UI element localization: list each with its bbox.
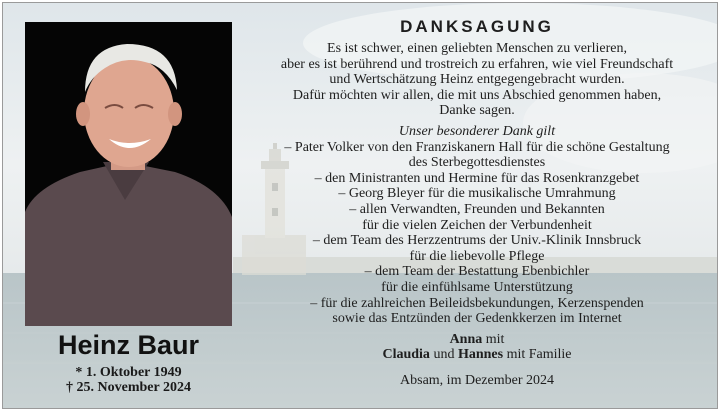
thanks-heading: Unser besonderer Dank gilt bbox=[398, 123, 556, 139]
signature bbox=[243, 332, 711, 363]
signer-name: Anna bbox=[449, 331, 483, 347]
signer-name: Claudia bbox=[382, 347, 430, 363]
thanks-line: – allen Verwandten, Freunden und Bekannten bbox=[349, 201, 605, 217]
portrait-illustration bbox=[25, 22, 232, 326]
signer-name: Hannes bbox=[457, 347, 504, 363]
thanks-line: – für die zahlreichen Beileidsbekundungen, Kerzenspenden bbox=[310, 295, 644, 311]
intro-line: Dafür möchten wir allen, die mit uns Abschied genommen haben, bbox=[292, 87, 662, 103]
deceased-name: Heinz Baur bbox=[57, 330, 200, 360]
thanks-line: für die liebevolle Pflege bbox=[409, 248, 545, 264]
place-date: Absam, im Dezember 2024 bbox=[400, 372, 554, 388]
thanks-list bbox=[243, 140, 711, 327]
thanks-line: – dem Team des Herzzentrums der Univ.-Klinik Innsbruck bbox=[312, 233, 642, 249]
death-date: † 25. November 2024 bbox=[66, 380, 191, 395]
thanks-line: – Pater Volker von den Franziskanern Hall für die schöne Gestaltung bbox=[284, 139, 670, 155]
thanks-text-block bbox=[243, 17, 711, 388]
intro-line: Danke sagen. bbox=[439, 103, 515, 119]
signature-connector: mit bbox=[482, 331, 505, 347]
thanks-line: – den Ministranten und Hermine für das Rosenkranzgebet bbox=[314, 170, 640, 186]
life-dates bbox=[25, 365, 232, 395]
signature-connector: und bbox=[429, 347, 458, 363]
intro-line: und Wertschätzung Heinz entgegengebracht wurden. bbox=[329, 72, 625, 88]
obituary-card bbox=[2, 2, 718, 409]
thanks-line: für die einfühlsame Unterstützung bbox=[381, 279, 573, 295]
thanks-line: des Sterbegottesdienstes bbox=[408, 155, 546, 171]
thanks-line: für die vielen Zeichen der Verbundenheit bbox=[362, 217, 592, 233]
thanks-line: – Georg Bleyer für die musikalische Umrahmung bbox=[338, 186, 616, 202]
intro-line: aber es ist berührend und trostreich zu erfahren, wie viel Freundschaft bbox=[280, 56, 674, 72]
intro-line: Es ist schwer, einen geliebten Menschen zu verlieren, bbox=[327, 41, 627, 56]
portrait-photo bbox=[25, 22, 232, 326]
page-title: DANKSAGUNG bbox=[400, 17, 554, 36]
birth-date: * 1. Oktober 1949 bbox=[75, 365, 182, 380]
thanks-line: sowie das Entzünden der Gedenkkerzen im Internet bbox=[332, 311, 622, 327]
intro-paragraph bbox=[243, 41, 711, 119]
thanks-line: – dem Team der Bestattung Ebenbichler bbox=[364, 264, 590, 280]
signature-line-1 bbox=[243, 332, 711, 348]
signature-line-2 bbox=[243, 347, 711, 363]
signature-connector: mit Familie bbox=[503, 347, 572, 363]
